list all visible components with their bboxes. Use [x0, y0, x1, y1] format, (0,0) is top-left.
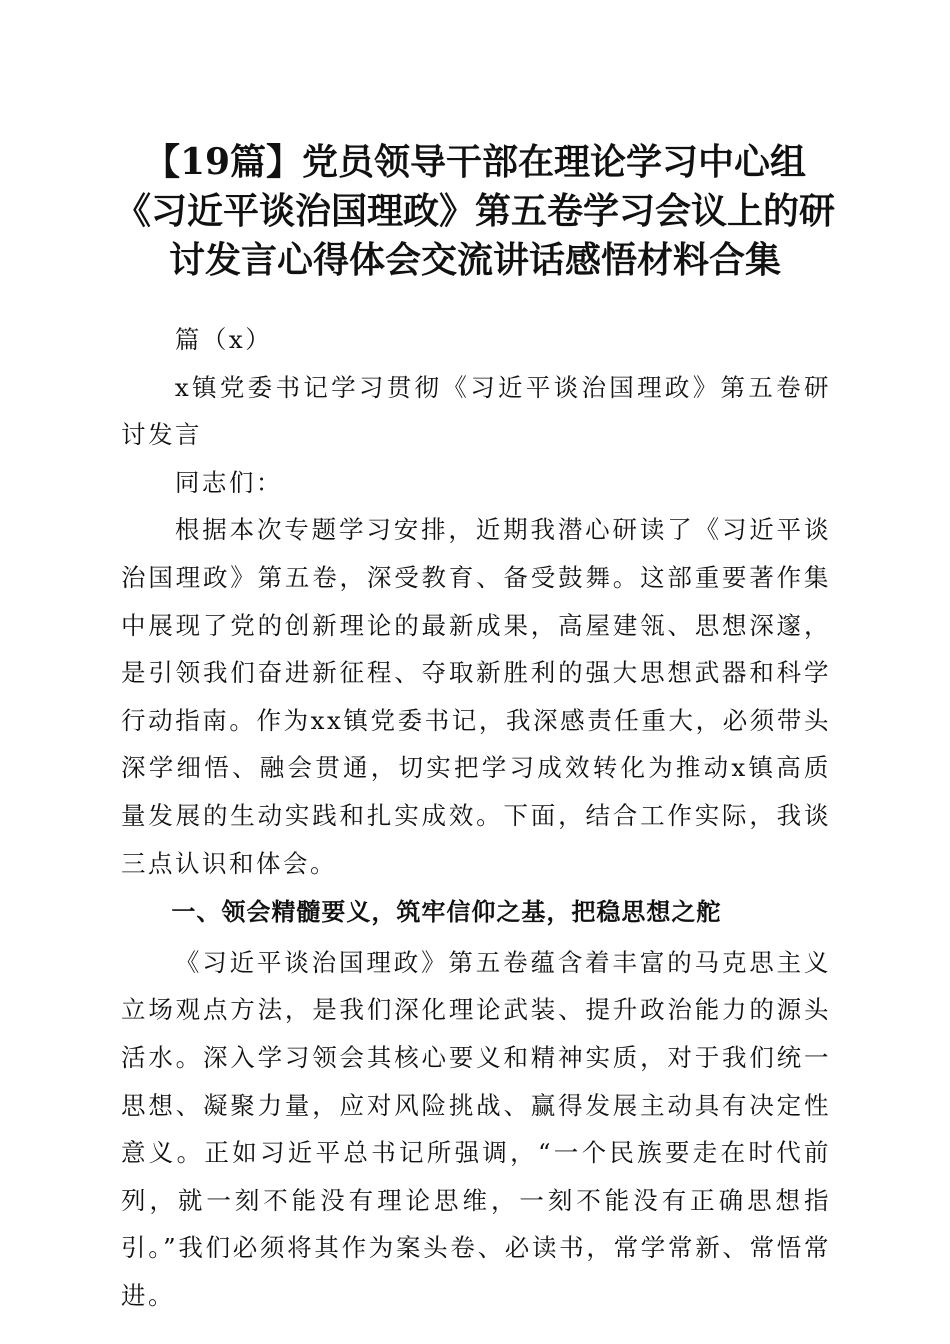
- section-1-paragraph: 《习近平谈治国理政》第五卷蕴含着丰富的马克思主义立场观点方法，是我们深化理论武装、提升政治能力的源头活水。深入学习领会其核心要义和精神实质，对于我们统一思想、凝聚力量，应对风险挑战、赢得发展主动具有决定性意义。正如习近平总书记所强调，“一个民族要走在时代前列，就一刻不能没有理论思维，一刻不能没有正确思想指引。”我们必须将其作为案头卷、必读书，常学常新、常悟常进。: [121, 947, 831, 1310]
- intro-paragraph: 根据本次专题学习安排，近期我潜心研读了《习近平谈治国理政》第五卷，深受教育、备受鼓舞。这部重要著作集中展现了党的创新理论的最新成果，高屋建瓴、思想深邃，是引领我们奋进新征程、夺取新胜利的强大思想武器和科学行动指南。作为xx镇党委书记，我深感责任重大，必须带头深学细悟、融会贯通，切实把学习成效转化为推动x镇高质量发展的生动实践和扎实成效。下面，结合工作实际，我谈三点认识和体会。: [121, 515, 831, 878]
- title-line-3: 讨发言心得体会交流讲话感悟材料合集: [168, 239, 781, 281]
- title-line-2: 《习近平谈治国理政》第五卷学习会议上的研: [114, 190, 835, 232]
- speech-title: x镇党委书记学习贯彻《习近平谈治国理政》第五卷研讨发言: [121, 372, 831, 450]
- document-title: [100, 138, 850, 285]
- chapter-label: 篇（x）: [174, 325, 273, 354]
- title-line-1: 【19篇】党员领导干部在理论学习中心组: [143, 141, 807, 183]
- salutation: 同志们：: [174, 467, 283, 497]
- document-body: [121, 316, 831, 1319]
- section-heading-1: 一、领会精髓要义，筑牢信仰之基，把稳思想之舵: [171, 898, 722, 927]
